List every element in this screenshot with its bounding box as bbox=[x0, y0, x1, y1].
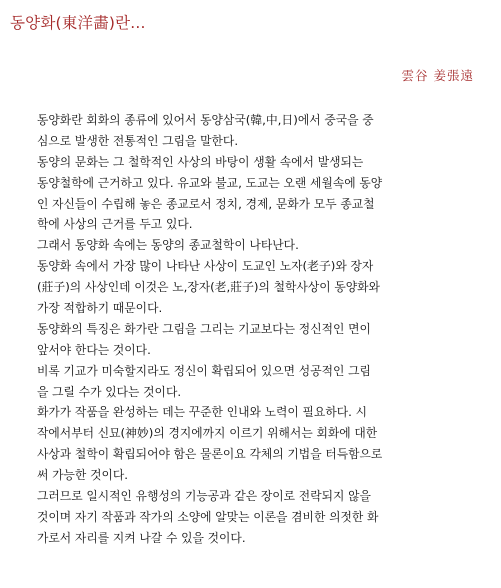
article-line: (莊子)의 사상인데 이것은 노,장자(老,莊子)의 철학사상이 동양화와 bbox=[37, 280, 380, 295]
article-line: 것이며 자기 작품과 작가의 소양에 알맞는 이론을 겸비한 의젓한 화 bbox=[37, 509, 379, 524]
article-line: 그래서 동양화 속에는 동양의 종교철학이 나타난다. bbox=[37, 238, 299, 253]
article-line: 가로서 자리를 지켜 나갈 수 있을 것이다. bbox=[37, 530, 246, 545]
article-line: 학에 사상의 근거를 두고 있다. bbox=[37, 217, 193, 232]
article-line: 가장 적합하기 때문이다. bbox=[37, 301, 163, 316]
article-line: 인 자신들이 수립해 놓은 종교로서 정치, 경제, 문화가 모두 종교철 bbox=[37, 196, 375, 211]
article-line: 동양화의 특징은 화가란 그림을 그리는 기교보다는 정신적인 면이 bbox=[37, 321, 371, 336]
article-line: 비록 기교가 미숙할지라도 정신이 확립되어 있으면 성공적인 그림 bbox=[37, 363, 371, 378]
article-line: 작에서부터 신묘(神妙)의 경지에까지 이르기 위해서는 회화에 대한 bbox=[37, 426, 378, 441]
article-body bbox=[37, 110, 482, 549]
author-name: 雲谷 姜張遠 bbox=[401, 68, 474, 83]
article-line: 앞서야 한다는 것이다. bbox=[37, 342, 151, 357]
article-line: 심으로 발생한 전통적인 그림을 말한다. bbox=[37, 133, 239, 148]
article-line: 화가가 작품을 완성하는 데는 꾸준한 인내와 노력이 필요하다. 시 bbox=[37, 405, 368, 420]
article-line: 그러므로 일시적인 유행성의 기능공과 같은 장이로 전락되지 않을 bbox=[37, 489, 371, 504]
article-line: 사상과 철학이 확립되어야 함은 물론이요 각체의 기법을 터득함으로 bbox=[37, 447, 383, 462]
article-line: 동양화 속에서 가장 많이 나타난 사상이 도교인 노자(老子)와 장자 bbox=[37, 259, 374, 274]
article-line: 동양의 문화는 그 철학적인 사상의 바탕이 생활 속에서 발생되는 bbox=[37, 154, 364, 169]
article-line: 을 그릴 수가 있다는 것이다. bbox=[37, 384, 182, 399]
article-line: 써 가능한 것이다. bbox=[37, 468, 129, 483]
article-line: 동양화란 회화의 종류에 있어서 동양삼국(韓,中,日)에서 중국을 중 bbox=[37, 113, 374, 127]
page-title: 동양화(東洋畵)란... bbox=[10, 14, 146, 32]
article-line: 동양철학에 근거하고 있다. 유교와 불교, 도교는 오랜 세월속에 동양 bbox=[37, 175, 383, 190]
